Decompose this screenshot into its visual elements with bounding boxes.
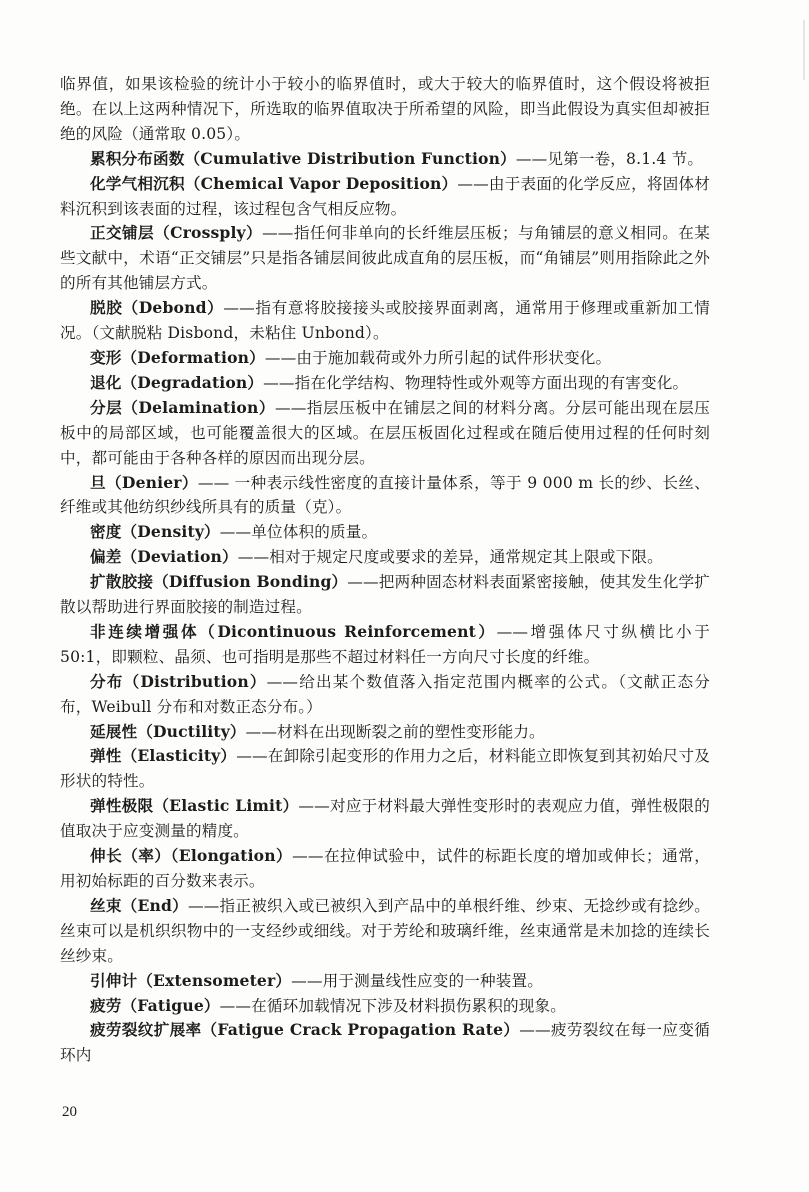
entry-definition: ——由于施加载荷或外力所引起的试件形状变化。: [264, 348, 612, 367]
entry-term: 伸长（率）（Elongation）: [90, 846, 293, 866]
entry-definition: ——指有意将胶接接头或胶接界面剥离，通常用于修理或重新加工情况。（文献脱粘 Disbond，未粘住 Unbond）。: [60, 299, 710, 343]
glossary-entries: [60, 147, 710, 1069]
glossary-entry: [60, 894, 710, 969]
glossary-entry: [60, 172, 710, 222]
entry-term: 化学气相沉积（Chemical Vapor Deposition）: [90, 173, 458, 193]
entry-term: 旦（Denier）: [90, 472, 198, 492]
entry-term: 弹性（Elasticity）: [90, 746, 237, 766]
entry-term: 引伸计（Extensometer）: [90, 970, 292, 990]
entry-definition: ——相对于规定尺度或要求的差异，通常规定其上限或下限。: [237, 548, 663, 567]
entry-term: 脱胶（Debond）: [90, 298, 224, 318]
entry-definition: ——对应于材料最大弹性变形时的表观应力值，弹性极限的值取决于应变测量的精度。: [60, 797, 710, 841]
entry-term: 扩散胶接（Diffusion Bonding）: [90, 572, 348, 592]
entry-definition: ——用于测量线性应变的一种装置。: [291, 971, 544, 990]
glossary-entry: [60, 147, 710, 172]
glossary-entry: [60, 1018, 710, 1068]
glossary-entry: [60, 346, 710, 371]
scan-edge-mark: [803, 20, 805, 80]
entry-term: 延展性（Ductility）: [90, 721, 246, 741]
glossary-entry: [60, 744, 710, 794]
entry-term: 疲劳（Fatigue）: [90, 995, 220, 1015]
entry-definition: ——指在化学结构、物理特性或外观等方面出现的有害变化。: [263, 373, 689, 392]
entry-term: 丝束（End）: [90, 895, 188, 915]
entry-definition: ——指层压板中在铺层之间的材料分离。分层可能出现在层压板中的局部区域，也可能覆盖很大的区域。在层压板固化过程或在随后使用过程的任何时刻中，都可能由于各种各样的原因而出现分层。: [60, 398, 710, 467]
entry-term: 退化（Degradation）: [90, 372, 264, 392]
entry-definition: ——见第一卷，8.1.4 节。: [515, 149, 704, 168]
glossary-entry: [60, 545, 710, 570]
entry-definition: ——把两种固态材料表面紧密接触，使其发生化学扩散以帮助进行界面胶接的制造过程。: [60, 573, 710, 617]
entry-term: 疲劳裂纹扩展率（Fatigue Crack Propagation Rate）: [90, 1020, 520, 1040]
entry-term: 分层（Delamination）: [90, 397, 275, 417]
glossary-entry: [60, 969, 710, 994]
entry-term: 偏差（Deviation）: [90, 547, 238, 567]
glossary-page: [60, 72, 710, 1068]
entry-term: 非连续增强体（Dicontinuous Reinforcement）: [90, 621, 497, 641]
entry-definition: ——增强体尺寸纵横比小于 50:1，即颗粒、晶须、也可指明是那些不超过材料任一方向尺寸长度的纤维。: [60, 622, 710, 666]
entry-definition: ——由于表面的化学反应，将固体材料沉积到该表面的过程，该过程包含气相反应物。: [60, 174, 710, 218]
glossary-entry: [60, 371, 710, 396]
entry-definition: ——单位体积的质量。: [219, 523, 378, 542]
entry-definition: —— 一种表示线性密度的直接计量体系，等于 9 000 m 长的纱、长丝、纤维或其他纺织纱线所具有的质量（克）。: [60, 473, 710, 517]
entry-definition: ——在卸除引起变形的作用力之后，材料能立即恢复到其初始尺寸及形状的特性。: [60, 747, 710, 791]
glossary-entry: [60, 720, 710, 745]
glossary-entry: [60, 844, 710, 894]
entry-term: 变形（Deformation）: [90, 347, 265, 367]
glossary-entry: [60, 670, 710, 720]
entry-term: 正交铺层（Crossply）: [90, 223, 263, 243]
entry-term: 分布（Distribution）: [90, 671, 267, 691]
glossary-entry: [60, 221, 710, 296]
glossary-entry: [60, 794, 710, 844]
entry-definition: ——指任何非单向的长纤维层压板；与角铺层的意义相同。在某些文献中，术语“正交铺层”只是指各铺层间彼此成直角的层压板，而“角铺层”则用指除此之外的所有其他铺层方式。: [60, 224, 711, 293]
entry-definition: ——在循环加载情况下涉及材料损伤累积的现象。: [219, 996, 567, 1015]
entry-definition: ——指正被织入或已被织入到产品中的单根纤维、纱束、无捻纱或有捻纱。丝束可以是机织织物中的一支经纱或细线。对于芳纶和玻璃纤维，丝束通常是未加捻的连续长丝纱束。: [60, 896, 710, 965]
intro-paragraph: 临界值，如果该检验的统计小于较小的临界值时，或大于较大的临界值时，这个假设将被拒绝。在以上这两种情况下，所选取的临界值取决于所希望的风险，即当此假设为真实但却被拒绝的风险（通常取 0.05）。: [60, 75, 710, 143]
glossary-entry: [60, 471, 710, 521]
glossary-entry: [60, 296, 710, 346]
glossary-entry: [60, 620, 710, 670]
page-number: 20: [62, 1104, 77, 1120]
glossary-entry: [60, 994, 710, 1019]
entry-definition: ——材料在出现断裂之前的塑性变形能力。: [245, 722, 545, 741]
entry-definition: ——在拉伸试验中，试件的标距长度的增加或伸长；通常，用初始标距的百分数来表示。: [60, 847, 711, 890]
glossary-entry: [60, 570, 710, 620]
entry-definition: ——给出某个数值落入指定范围内概率的公式。（文献正态分布，Weibull 分布和对数正态分布。）: [60, 672, 710, 716]
entry-term: 累积分布函数（Cumulative Distribution Function）: [90, 148, 516, 168]
entry-term: 密度（Density）: [90, 522, 220, 542]
entry-definition: ——疲劳裂纹在每一应变循环内: [60, 1021, 710, 1065]
glossary-entry: [60, 520, 710, 545]
entry-term: 弹性极限（Elastic Limit）: [90, 796, 299, 816]
glossary-entry: [60, 396, 710, 471]
